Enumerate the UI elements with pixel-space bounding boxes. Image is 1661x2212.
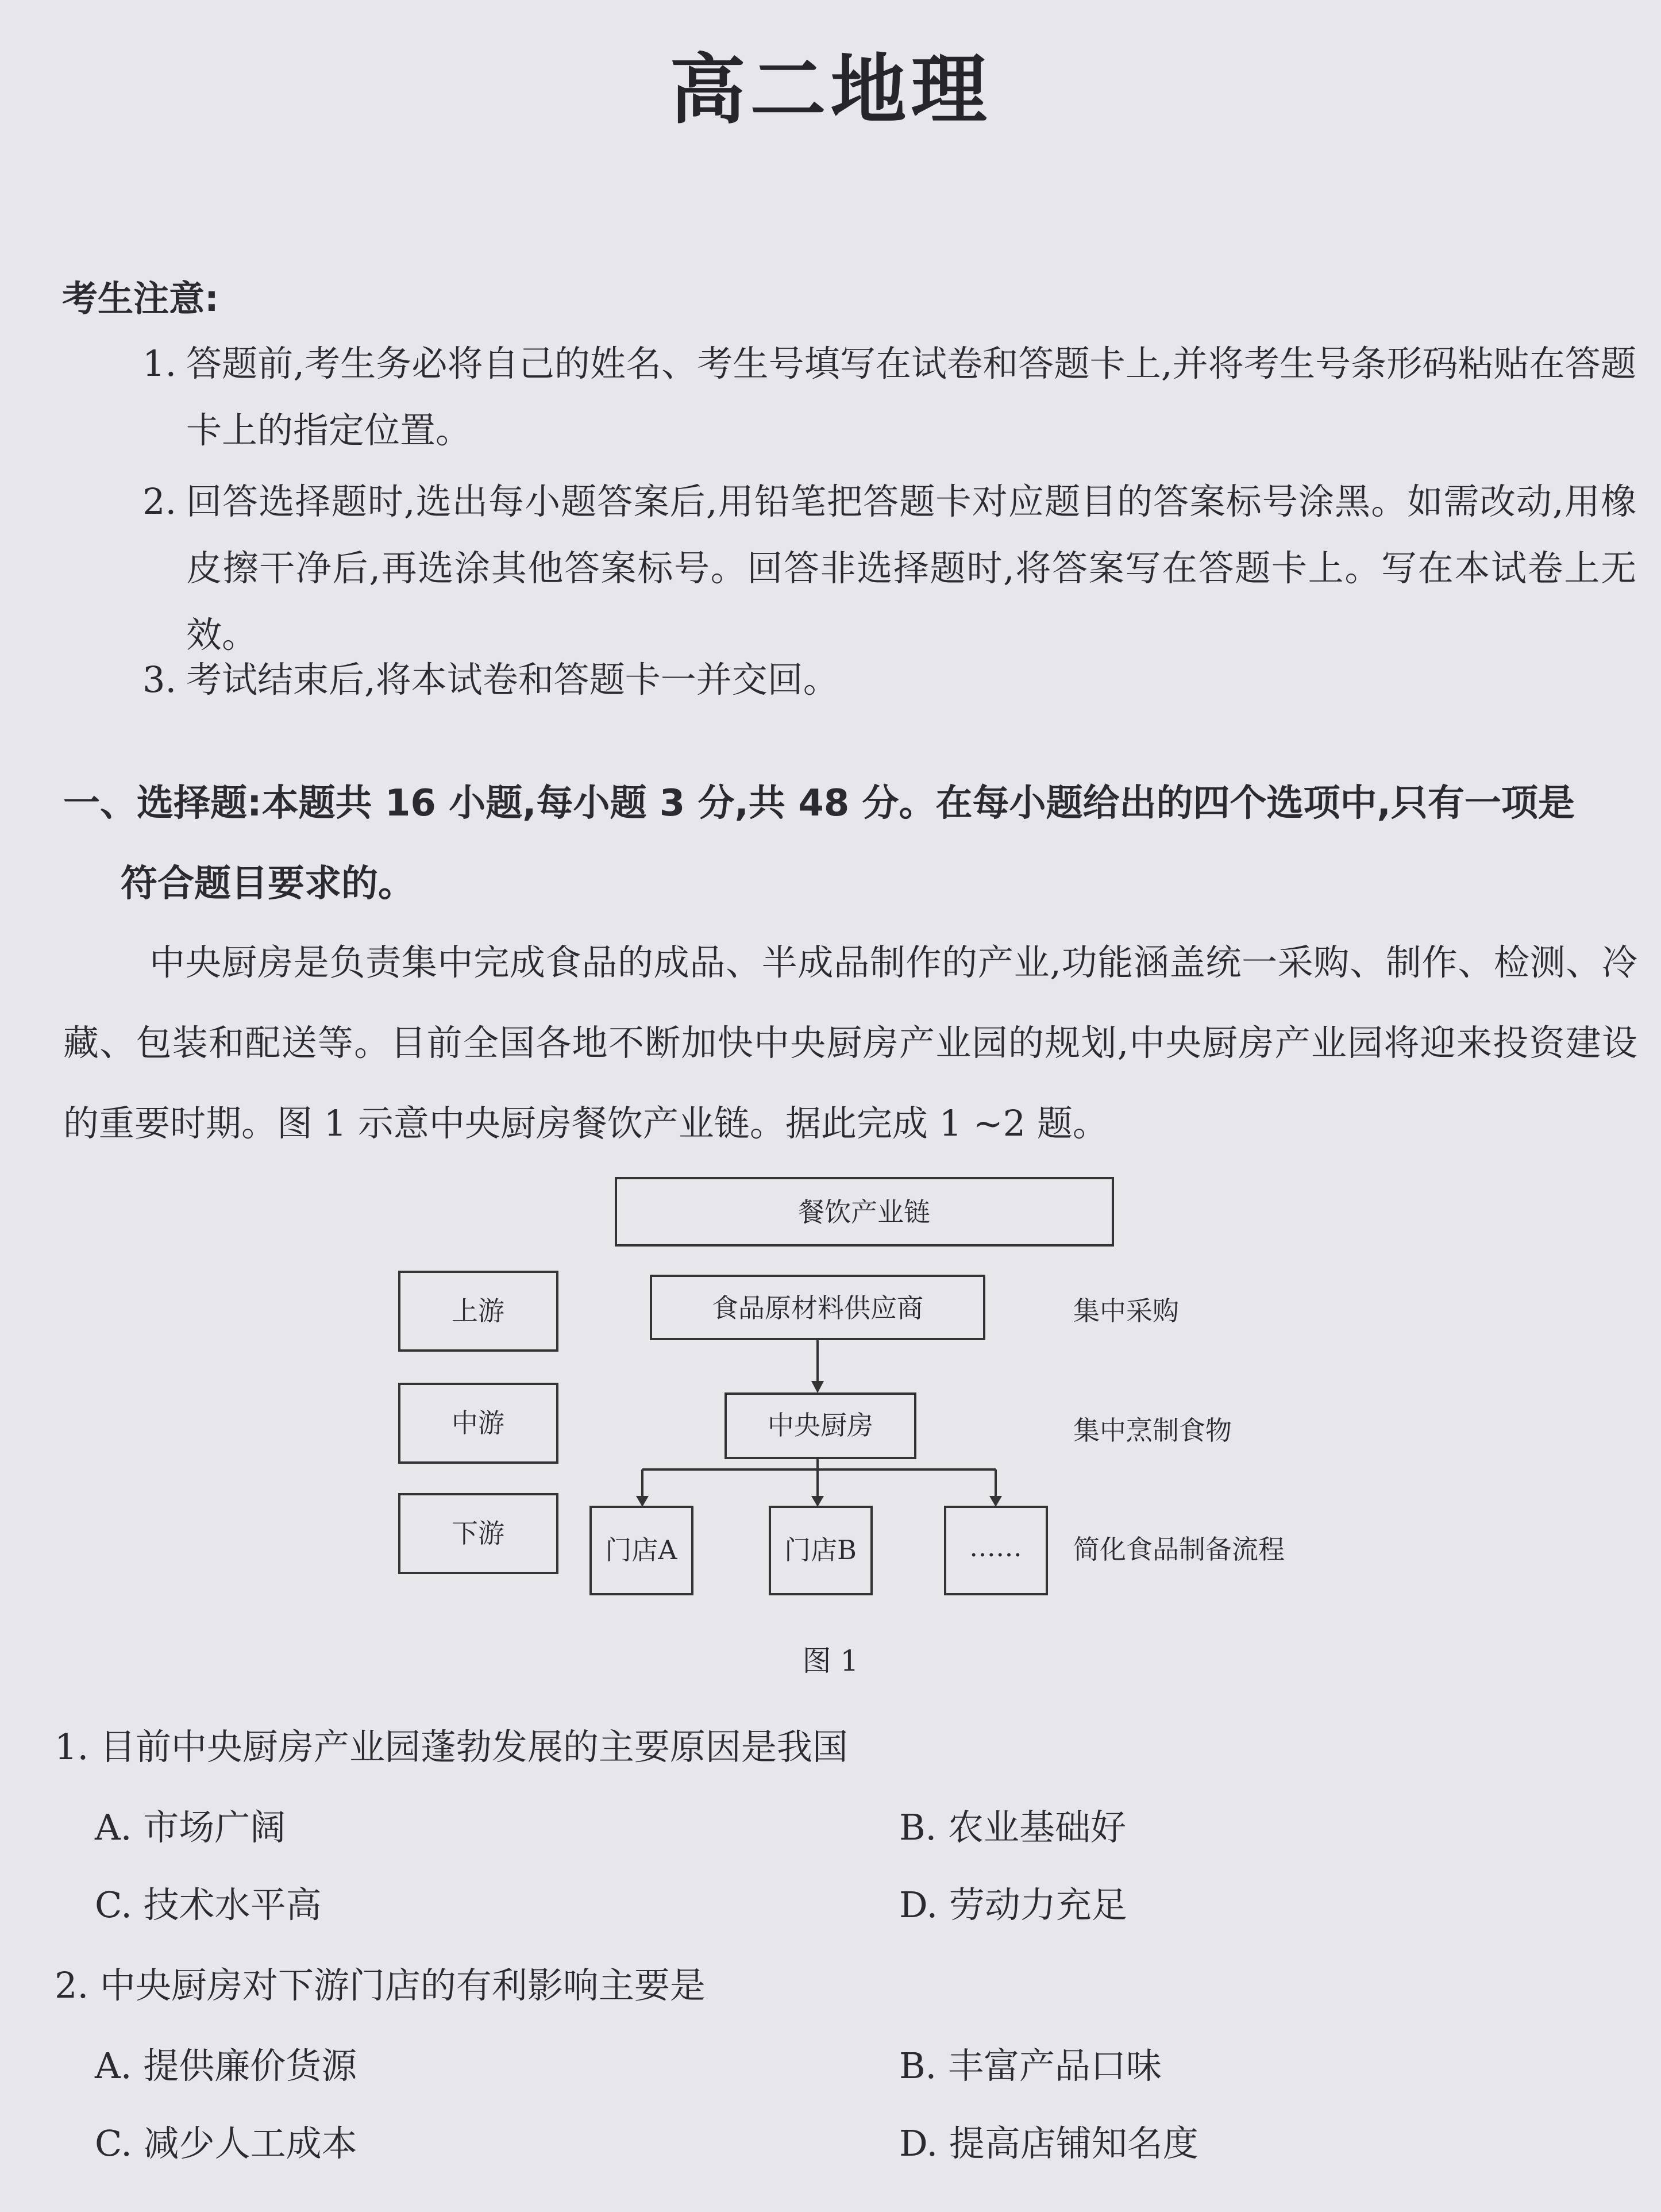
- label-upstream: 上游: [452, 1295, 504, 1326]
- label-store-more: ……: [969, 1532, 1022, 1563]
- question-1-option-a[interactable]: A. 市场广阔: [95, 1806, 286, 1848]
- question-2-option-b[interactable]: B. 丰富产品口味: [899, 2045, 1162, 2087]
- arrowhead-store-b: [811, 1496, 824, 1507]
- notice-item-3: [142, 647, 1636, 713]
- label-store-b: 门店B: [784, 1534, 857, 1565]
- question-2-option-c[interactable]: C. 减少人工成本: [95, 2122, 357, 2164]
- figure-svg: [0, 1167, 1661, 1684]
- label-downstream: 下游: [452, 1518, 504, 1549]
- industry-chain-figure: [0, 1167, 1661, 1684]
- page-title: 高二地理: [669, 46, 992, 134]
- notice-item-number: 2.: [142, 480, 177, 522]
- label-kitchen: 中央厨房: [768, 1410, 873, 1441]
- section-heading-line1: 一、选择题:本题共 16 小题,每小题 3 分,共 48 分。在每小题给出的四个选项中,只有一项是: [63, 782, 1575, 825]
- notice-item-text: 答题前,考生务必将自己的姓名、考生号填写在试卷和答题卡上,并将考生号条形码粘贴在答题卡上的指定位置。: [186, 343, 1636, 451]
- question-2-stem: 2. 中央厨房对下游门店的有利影响主要是: [55, 1964, 706, 2006]
- question-1-option-c[interactable]: C. 技术水平高: [95, 1884, 322, 1926]
- arrowhead-kitchen: [811, 1381, 824, 1393]
- label-central-purchase: 集中采购: [1073, 1295, 1179, 1326]
- label-central-cooking: 集中烹制食物: [1073, 1415, 1232, 1446]
- label-midstream: 中游: [452, 1407, 504, 1438]
- notice-item-2: [142, 468, 1636, 668]
- question-1-option-b[interactable]: B. 农业基础好: [899, 1806, 1126, 1848]
- label-store-a: 门店A: [605, 1534, 677, 1565]
- label-simplify: 简化食品制备流程: [1073, 1534, 1285, 1565]
- notice-item-text: 考试结束后,将本试卷和答题卡一并交回。: [186, 659, 839, 701]
- question-2-option-a[interactable]: A. 提供廉价货源: [95, 2045, 357, 2087]
- question-2-option-d[interactable]: D. 提高店铺知名度: [899, 2122, 1198, 2164]
- notice-item-1: [142, 330, 1636, 464]
- figure-caption: 图 1: [802, 1644, 859, 1678]
- notice-item-number: 3.: [142, 659, 177, 701]
- notice-item-text: 回答选择题时,选出每小题答案后,用铅笔把答题卡对应题目的答案标号涂黑。如需改动,用橡皮擦干净后,再选涂其他答案标号。回答非选择题时,将答案写在答题卡上。写在本试卷上无效。: [186, 480, 1636, 656]
- question-1-stem: 1. 目前中央厨房产业园蓬勃发展的主要原因是我国: [55, 1726, 848, 1768]
- reading-passage: 中央厨房是负责集中完成食品的成品、半成品制作的产业,功能涵盖统一采购、制作、检测、冷藏、包装和配送等。目前全国各地不断加快中央厨房产业园的规划,中央厨房产业园将迎来投资建设的重要时期。图 1 示意中央厨房餐饮产业链。据此完成 1 ~2 题。: [63, 941, 1637, 1144]
- label-top: 餐饮产业链: [798, 1197, 930, 1228]
- section-heading-line2: 符合题目要求的。: [121, 863, 415, 905]
- question-1-option-d[interactable]: D. 劳动力充足: [899, 1884, 1127, 1926]
- notice-item-number: 1.: [142, 343, 177, 384]
- label-supplier: 食品原材料供应商: [712, 1292, 923, 1324]
- arrowhead-store-a: [636, 1496, 649, 1507]
- arrowhead-store-more: [989, 1496, 1002, 1507]
- section-heading: [63, 763, 1643, 924]
- notice-heading: 考生注意:: [62, 278, 219, 320]
